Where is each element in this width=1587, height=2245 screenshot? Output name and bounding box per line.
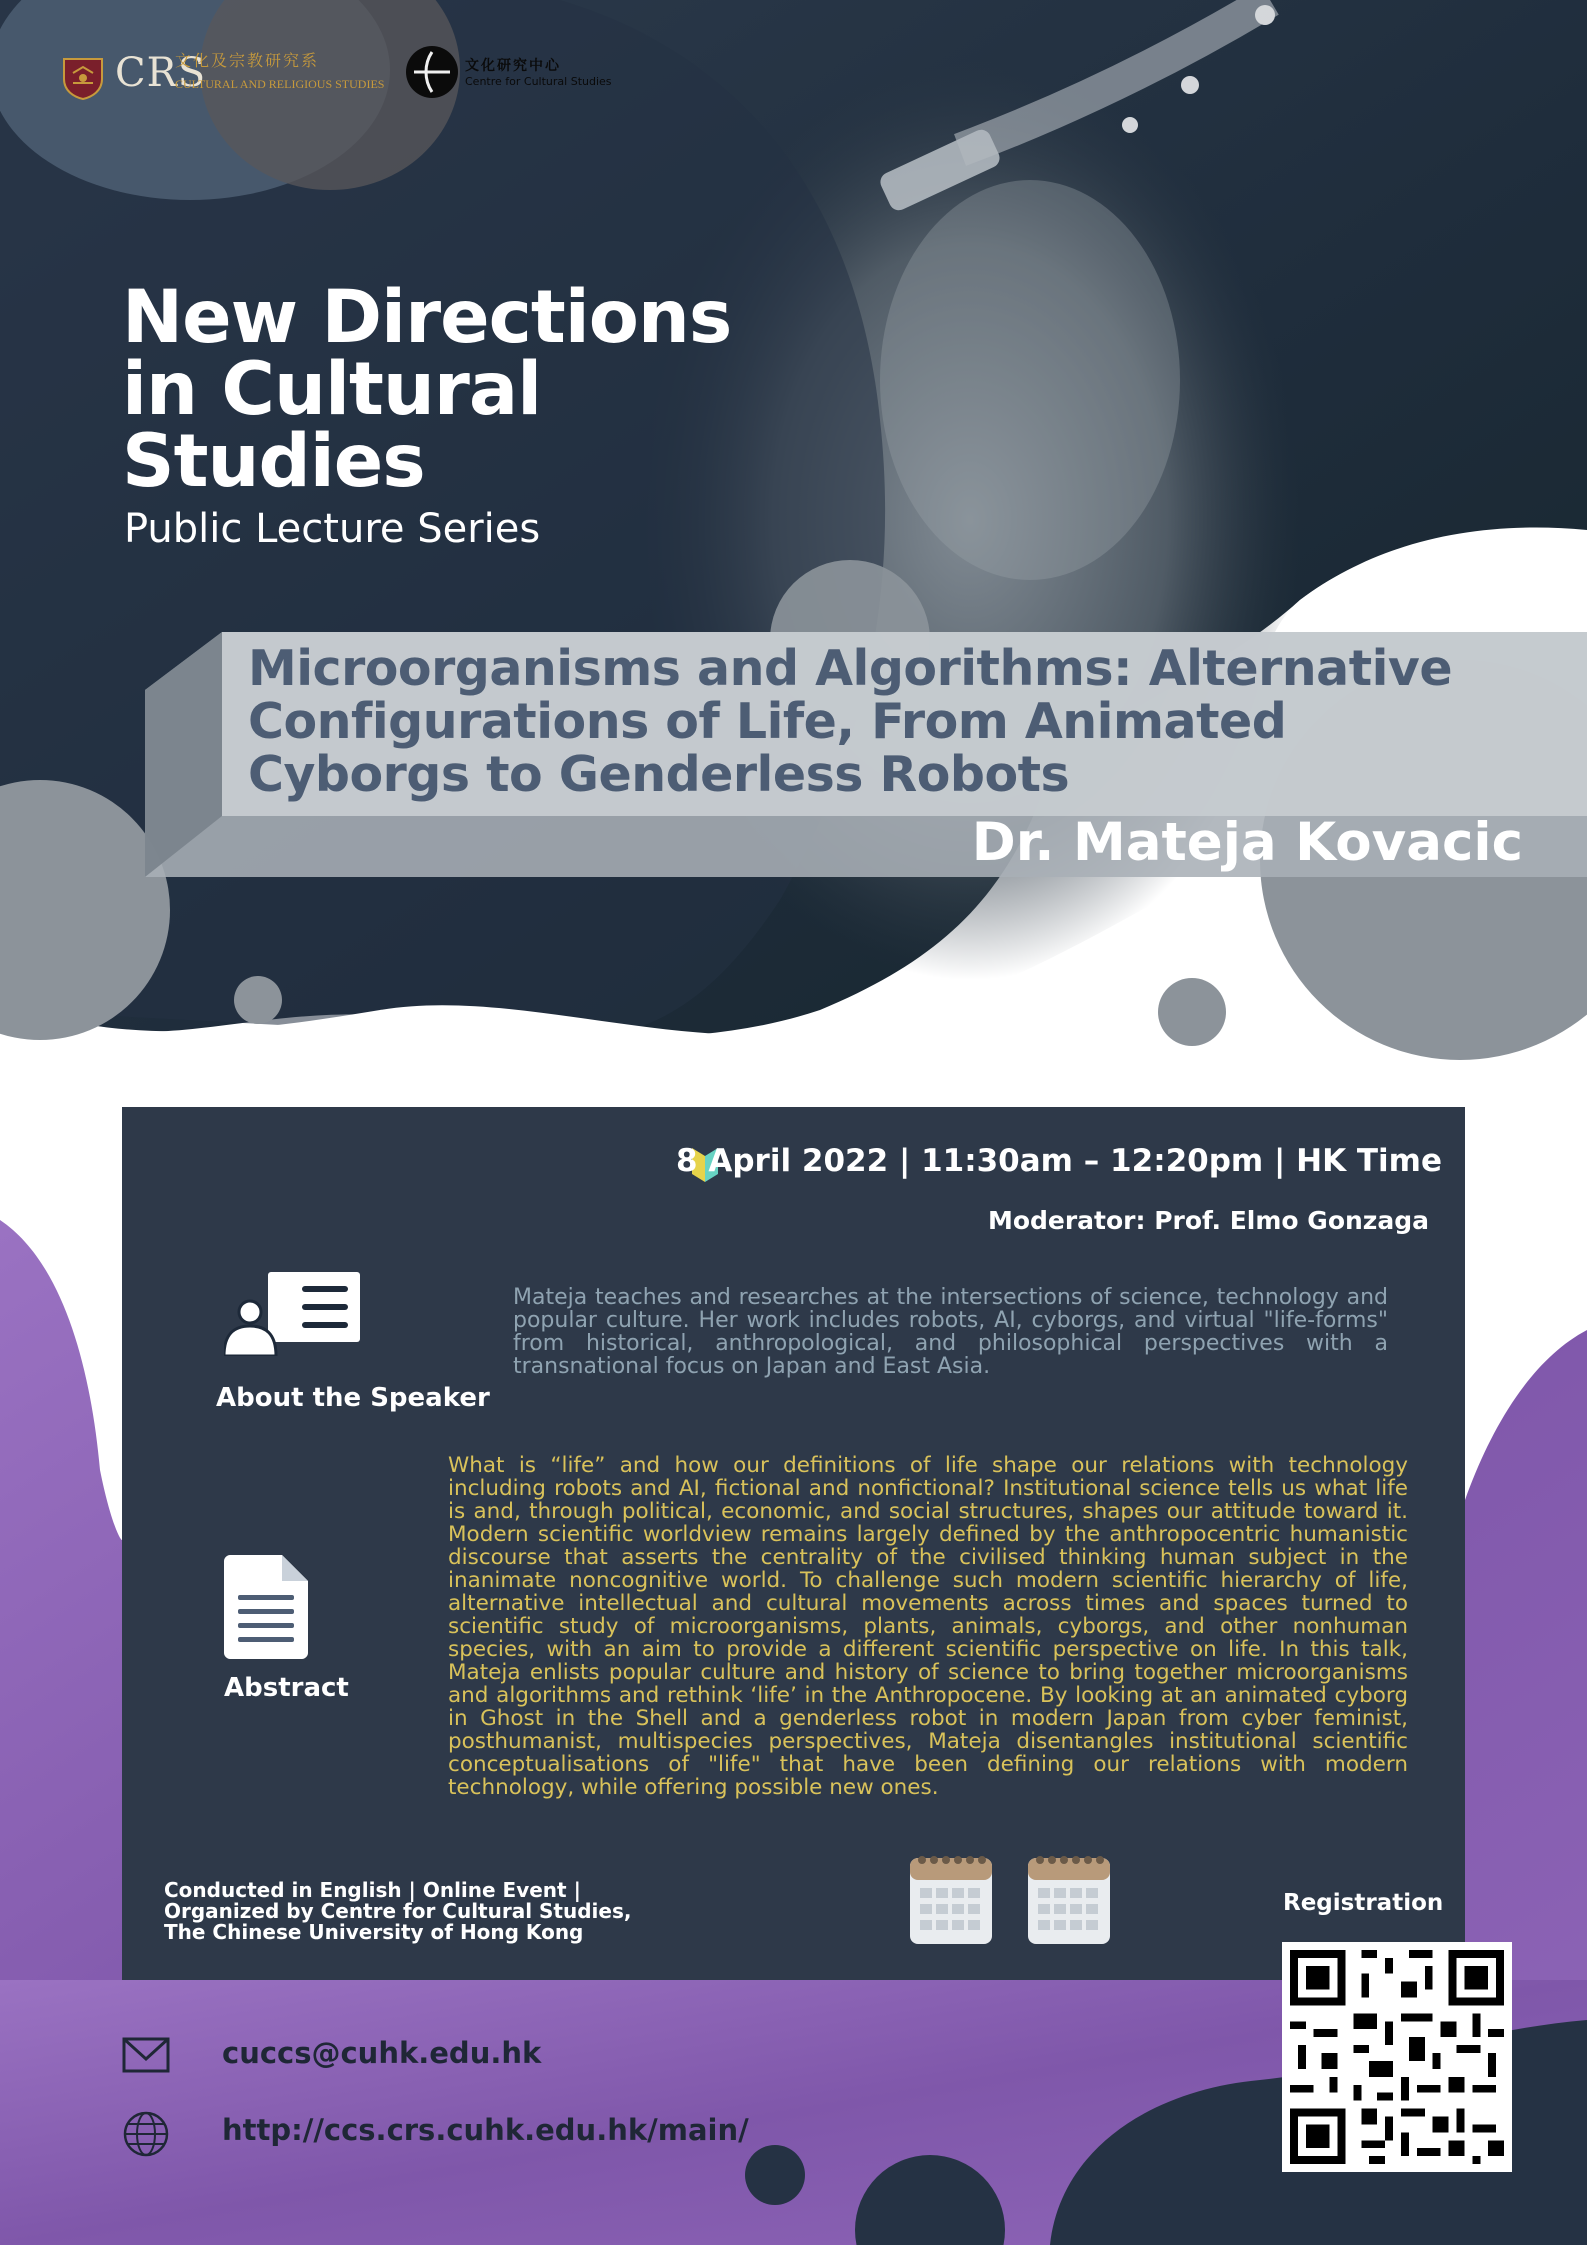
calendar-icon[interactable] [908, 1850, 994, 1946]
moderator: Moderator: Prof. Elmo Gonzaga [987, 1206, 1429, 1235]
ccs-logo-icon [404, 44, 460, 100]
ccs-logo-text [465, 58, 612, 88]
mail-icon [122, 2035, 170, 2075]
about-speaker-label: About the Speaker [216, 1383, 490, 1413]
contact-email[interactable]: cuccs@cuhk.edu.hk [222, 2036, 542, 2070]
dept-logo-zh: 文化及宗教研究系 [175, 51, 320, 70]
series-title-line: New Directions [122, 275, 732, 360]
dept-logo-en: CULTURAL AND RELIGIOUS STUDIES [175, 76, 385, 91]
registration-label: Registration [1283, 1890, 1444, 1916]
speaker-card-icon [224, 1272, 360, 1356]
series-title-line: in Cultural [122, 347, 542, 432]
ccs-logo-zh: 文化研究中心 [465, 58, 561, 74]
series-subtitle: Public Lecture Series [124, 506, 541, 552]
qr-code-icon[interactable] [1282, 1942, 1512, 2172]
abstract-label: Abstract [224, 1673, 349, 1703]
speaker-bio: Mateja teaches and researches at the intersections of science, technology and popular culture. Her work includes robots, AI, cyborgs, and virtual "life-forms" from historical, anthropological, and philosophical perspectives with a transnational focus on Japan and East Asia. [513, 1285, 1388, 1379]
event-notes-line: Conducted in English | Online Event | [164, 1878, 581, 1902]
globe-icon [122, 2110, 170, 2158]
contact-website[interactable]: http://ccs.crs.cuhk.edu.hk/main/ [222, 2113, 749, 2147]
talk-title-line: Cyborgs to Genderless Robots [248, 746, 1070, 803]
crest-icon [60, 55, 106, 101]
event-notes-line: Organized by Centre for Cultural Studies, [164, 1899, 632, 1923]
talk-title-line: Microorganisms and Algorithms: Alternative [248, 640, 1453, 697]
talk-title [248, 642, 1548, 801]
dept-logo [175, 52, 384, 91]
ccs-logo-en: Centre for Cultural Studies [465, 74, 612, 88]
event-date-time: 8 April 2022 | 11:30am – 12:20pm | HK Time [676, 1143, 1442, 1179]
series-title [122, 275, 822, 504]
event-notes [164, 1880, 631, 1943]
calendar-icon[interactable] [1026, 1850, 1112, 1946]
talk-title-line: Configurations of Life, From Animated [248, 693, 1287, 750]
document-icon [224, 1555, 308, 1659]
event-notes-line: The Chinese University of Hong Kong [164, 1920, 584, 1944]
crs-logo-text: CRS [115, 50, 207, 96]
abstract-text: What is “life” and how our definitions of life shape our relations with technology including robots and AI, fictional and nonfictional? Institutional science tells us what life is and, through political, economic, and social structures, shapes our attitude toward it. Modern scientific worldview remains largely defined by the anthropocentric humanistic discourse that asserts the centrality of the civilised thinking human subject in the inanimate noncognitive world. To challenge such modern scientific hierarchy of life, alternative intellectual and cultural movements across times and spaces turned to scientific study of microorganisms, plants, animals, cyborgs, and other nonhuman species, with an aim to provide a different scientific perspective on life. In this talk, Mateja enlists popular culture and history of science to bring together microorganisms and algorithms and rethink ‘life’ in the Anthropocene. By looking at an animated cyborg in Ghost in the Shell and a genderless robot in modern Japan from cyber feminist, posthumanist, multispecies perspectives, Mateja disentangles institutional scientific conceptualisations of "life" that have been defining our relations with modern technology, while offering possible new ones. [448, 1453, 1408, 1800]
series-title-line: Studies [122, 419, 425, 504]
speaker-name: Dr. Mateja Kovacic [971, 812, 1523, 873]
